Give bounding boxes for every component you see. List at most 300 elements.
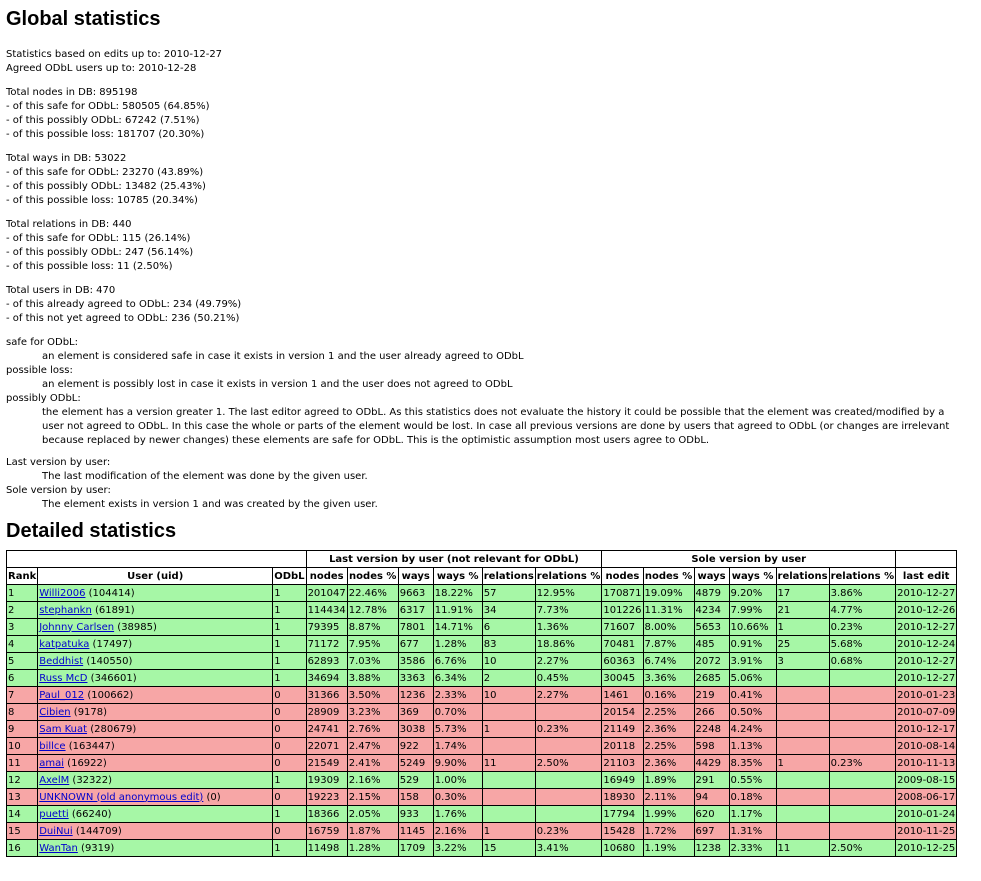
stat-cell: 14.71% bbox=[433, 619, 482, 636]
ways-line: - of this possibly ODbL: 13482 (25.43%) bbox=[6, 181, 206, 192]
column-header-row bbox=[7, 568, 957, 585]
stat-cell: 3.91% bbox=[729, 653, 776, 670]
stat-cell bbox=[776, 738, 829, 755]
stat-cell: 0.16% bbox=[643, 687, 694, 704]
stat-cell: 0.50% bbox=[729, 704, 776, 721]
rank-cell: 3 bbox=[7, 619, 38, 636]
stat-cell: 0.23% bbox=[829, 755, 896, 772]
ways-line: Total ways in DB: 53022 bbox=[6, 153, 127, 164]
stat-cell: 9.90% bbox=[433, 755, 482, 772]
user-link[interactable]: AxelM bbox=[39, 774, 70, 786]
table-body bbox=[7, 585, 957, 857]
stat-cell: 22071 bbox=[306, 738, 347, 755]
stat-cell bbox=[776, 687, 829, 704]
odbl-cell: 1 bbox=[273, 653, 306, 670]
stat-cell: 8.35% bbox=[729, 755, 776, 772]
stat-cell: 2.27% bbox=[535, 687, 602, 704]
user-link[interactable]: Cibien bbox=[39, 706, 71, 718]
stat-cell: 0.23% bbox=[535, 721, 602, 738]
user-link[interactable]: stephankn bbox=[39, 604, 92, 616]
column-header: ODbL bbox=[273, 568, 306, 585]
column-header: ways bbox=[694, 568, 729, 585]
user-link[interactable]: Sam Kuat bbox=[39, 723, 88, 735]
odbl-cell: 0 bbox=[273, 823, 306, 840]
stat-cell: 20154 bbox=[602, 704, 643, 721]
stat-cell: 1461 bbox=[602, 687, 643, 704]
stat-cell: 922 bbox=[398, 738, 433, 755]
meta-line: Agreed ODbL users up to: 2010-12-28 bbox=[6, 63, 197, 74]
stat-cell: 2072 bbox=[694, 653, 729, 670]
table-row bbox=[7, 806, 957, 823]
user-uid: (61891) bbox=[91, 604, 135, 616]
user-cell bbox=[38, 823, 273, 840]
meta-block bbox=[6, 48, 975, 76]
odbl-cell: 0 bbox=[273, 738, 306, 755]
user-uid: (280679) bbox=[87, 723, 137, 735]
user-link[interactable]: Willi2006 bbox=[39, 587, 86, 599]
stat-cell: 2010-01-24 bbox=[896, 806, 957, 823]
stat-cell: 7.73% bbox=[535, 602, 602, 619]
stat-cell: 1238 bbox=[694, 840, 729, 857]
stat-cell: 7.03% bbox=[347, 653, 398, 670]
ways-line: - of this safe for ODbL: 23270 (43.89%) bbox=[6, 167, 204, 178]
stat-cell: 10680 bbox=[602, 840, 643, 857]
column-header: User (uid) bbox=[38, 568, 273, 585]
stat-cell: 10 bbox=[482, 687, 535, 704]
stat-cell: 2.50% bbox=[535, 755, 602, 772]
stat-cell: 0.23% bbox=[829, 619, 896, 636]
stat-cell: 11498 bbox=[306, 840, 347, 857]
user-uid: (9178) bbox=[70, 706, 108, 718]
stat-cell: 3363 bbox=[398, 670, 433, 687]
stat-cell: 2.36% bbox=[643, 721, 694, 738]
nodes-line: Total nodes in DB: 895198 bbox=[6, 87, 138, 98]
relations-line: - of this possible loss: 11 (2.50%) bbox=[6, 261, 173, 272]
stat-cell: 25 bbox=[776, 636, 829, 653]
stat-cell: 369 bbox=[398, 704, 433, 721]
odbl-cell: 0 bbox=[273, 789, 306, 806]
stat-cell bbox=[535, 738, 602, 755]
stat-cell: 19309 bbox=[306, 772, 347, 789]
rank-cell: 2 bbox=[7, 602, 38, 619]
stat-cell: 12.95% bbox=[535, 585, 602, 602]
stat-cell: 11 bbox=[482, 755, 535, 772]
stat-cell: 2008-06-17 bbox=[896, 789, 957, 806]
stat-cell: 2.47% bbox=[347, 738, 398, 755]
stat-cell: 20118 bbox=[602, 738, 643, 755]
stat-cell bbox=[829, 704, 896, 721]
stat-cell: 1.74% bbox=[433, 738, 482, 755]
stat-cell: 3.23% bbox=[347, 704, 398, 721]
stat-cell: 10 bbox=[482, 653, 535, 670]
user-uid: (140550) bbox=[83, 655, 133, 667]
stat-cell: 2010-12-24 bbox=[896, 636, 957, 653]
stat-cell: 2.41% bbox=[347, 755, 398, 772]
rank-cell: 9 bbox=[7, 721, 38, 738]
stat-cell: 4.77% bbox=[829, 602, 896, 619]
table-row bbox=[7, 823, 957, 840]
ways-line: - of this possible loss: 10785 (20.34%) bbox=[6, 195, 198, 206]
stat-cell: 3586 bbox=[398, 653, 433, 670]
rank-cell: 8 bbox=[7, 704, 38, 721]
user-cell bbox=[38, 687, 273, 704]
definition-desc: The last modification of the element was done by the given user. bbox=[42, 471, 368, 482]
stat-cell: 21 bbox=[776, 602, 829, 619]
stat-cell bbox=[776, 789, 829, 806]
definition-term: Last version by user: bbox=[6, 457, 111, 468]
odbl-cell: 1 bbox=[273, 806, 306, 823]
stat-cell: 21149 bbox=[602, 721, 643, 738]
user-uid: (163447) bbox=[65, 740, 115, 752]
stat-cell bbox=[829, 670, 896, 687]
rank-cell: 14 bbox=[7, 806, 38, 823]
definition-term: safe for ODbL: bbox=[6, 337, 78, 348]
stat-cell: 219 bbox=[694, 687, 729, 704]
stat-cell: 2.16% bbox=[433, 823, 482, 840]
group-header-blank bbox=[7, 551, 307, 568]
user-link[interactable]: katpatuka bbox=[39, 638, 90, 650]
stat-cell: 2.05% bbox=[347, 806, 398, 823]
column-header: nodes % bbox=[347, 568, 398, 585]
stat-cell: 57 bbox=[482, 585, 535, 602]
definitions-list bbox=[6, 336, 975, 448]
stat-cell: 15 bbox=[482, 840, 535, 857]
stat-cell: 1.76% bbox=[433, 806, 482, 823]
stat-cell: 18.86% bbox=[535, 636, 602, 653]
stat-cell: 30045 bbox=[602, 670, 643, 687]
stat-cell: 6.34% bbox=[433, 670, 482, 687]
stat-cell: 19.09% bbox=[643, 585, 694, 602]
nodes-block bbox=[6, 86, 975, 142]
stat-cell: 933 bbox=[398, 806, 433, 823]
stat-cell bbox=[776, 721, 829, 738]
stat-cell: 79395 bbox=[306, 619, 347, 636]
stat-cell: 3.50% bbox=[347, 687, 398, 704]
stat-cell: 4.24% bbox=[729, 721, 776, 738]
stat-cell: 2.33% bbox=[433, 687, 482, 704]
column-header: ways % bbox=[433, 568, 482, 585]
rank-cell: 5 bbox=[7, 653, 38, 670]
stat-cell: 7801 bbox=[398, 619, 433, 636]
stat-cell: 101226 bbox=[602, 602, 643, 619]
stat-cell: 2.15% bbox=[347, 789, 398, 806]
stat-cell: 1.99% bbox=[643, 806, 694, 823]
stat-cell: 2010-08-14 bbox=[896, 738, 957, 755]
stat-cell: 12.78% bbox=[347, 602, 398, 619]
table-row bbox=[7, 789, 957, 806]
user-link[interactable]: UNKNOWN (old anonymous edit) bbox=[39, 791, 204, 803]
column-header: relations bbox=[482, 568, 535, 585]
users-line: - of this already agreed to ODbL: 234 (49.79%) bbox=[6, 299, 242, 310]
rank-cell: 16 bbox=[7, 840, 38, 857]
user-cell bbox=[38, 840, 273, 857]
table-row bbox=[7, 721, 957, 738]
stat-cell: 620 bbox=[694, 806, 729, 823]
relations-line: - of this safe for ODbL: 115 (26.14%) bbox=[6, 233, 191, 244]
stat-cell: 3.41% bbox=[535, 840, 602, 857]
users-line: - of this not yet agreed to ODbL: 236 (50.21%) bbox=[6, 313, 240, 324]
definition-term: possibly ODbL: bbox=[6, 393, 81, 404]
column-header: nodes bbox=[602, 568, 643, 585]
stat-cell: 697 bbox=[694, 823, 729, 840]
stat-cell: 1 bbox=[482, 823, 535, 840]
stat-cell: 2.25% bbox=[643, 704, 694, 721]
stat-cell: 34 bbox=[482, 602, 535, 619]
stat-cell: 1 bbox=[482, 721, 535, 738]
user-cell bbox=[38, 738, 273, 755]
stat-cell: 1.87% bbox=[347, 823, 398, 840]
table-row bbox=[7, 772, 957, 789]
stat-cell: 158 bbox=[398, 789, 433, 806]
stat-cell bbox=[776, 806, 829, 823]
stat-cell: 5653 bbox=[694, 619, 729, 636]
stats-table bbox=[6, 550, 957, 857]
relations-line: - of this possibly ODbL: 247 (56.14%) bbox=[6, 247, 194, 258]
ways-block bbox=[6, 152, 975, 208]
stat-cell: 22.46% bbox=[347, 585, 398, 602]
stat-cell: 114434 bbox=[306, 602, 347, 619]
users-line: Total users in DB: 470 bbox=[6, 285, 116, 296]
table-row bbox=[7, 687, 957, 704]
stat-cell: 7.87% bbox=[643, 636, 694, 653]
stat-cell: 11.91% bbox=[433, 602, 482, 619]
column-header: Rank bbox=[7, 568, 38, 585]
stat-cell: 2.76% bbox=[347, 721, 398, 738]
stat-cell: 34694 bbox=[306, 670, 347, 687]
user-cell bbox=[38, 585, 273, 602]
stat-cell: 2248 bbox=[694, 721, 729, 738]
stat-cell bbox=[829, 772, 896, 789]
stat-cell: 3.22% bbox=[433, 840, 482, 857]
group-header-row bbox=[7, 551, 957, 568]
table-row bbox=[7, 840, 957, 857]
stat-cell: 1.13% bbox=[729, 738, 776, 755]
stat-cell: 0.55% bbox=[729, 772, 776, 789]
table-row bbox=[7, 704, 957, 721]
column-header: relations % bbox=[535, 568, 602, 585]
stat-cell: 0.23% bbox=[535, 823, 602, 840]
user-link[interactable]: DuiNui bbox=[39, 825, 73, 837]
table-row bbox=[7, 653, 957, 670]
stat-cell: 0.68% bbox=[829, 653, 896, 670]
stat-cell: 485 bbox=[694, 636, 729, 653]
user-uid: (100662) bbox=[84, 689, 134, 701]
rank-cell: 4 bbox=[7, 636, 38, 653]
user-cell bbox=[38, 636, 273, 653]
user-link[interactable]: amai bbox=[39, 757, 64, 769]
stat-cell bbox=[829, 738, 896, 755]
user-cell bbox=[38, 602, 273, 619]
stat-cell: 170871 bbox=[602, 585, 643, 602]
nodes-line: - of this possibly ODbL: 67242 (7.51%) bbox=[6, 115, 200, 126]
user-cell bbox=[38, 755, 273, 772]
stat-cell bbox=[535, 806, 602, 823]
definitions-list-versions bbox=[6, 456, 975, 512]
stat-cell: 18366 bbox=[306, 806, 347, 823]
column-header: nodes bbox=[306, 568, 347, 585]
stat-cell: 1.17% bbox=[729, 806, 776, 823]
user-link[interactable]: Johnny Carlsen bbox=[39, 621, 115, 633]
nodes-line: - of this safe for ODbL: 580505 (64.85%) bbox=[6, 101, 210, 112]
stat-cell: 3.86% bbox=[829, 585, 896, 602]
user-uid: (144709) bbox=[72, 825, 122, 837]
definition-desc: an element is considered safe in case it exists in version 1 and the user already agreed to ODbL bbox=[42, 351, 524, 362]
stat-cell: 17794 bbox=[602, 806, 643, 823]
stat-cell: 10.66% bbox=[729, 619, 776, 636]
stat-cell: 2.16% bbox=[347, 772, 398, 789]
nodes-line: - of this possible loss: 181707 (20.30%) bbox=[6, 129, 205, 140]
stat-cell: 1 bbox=[776, 755, 829, 772]
stat-cell bbox=[829, 806, 896, 823]
odbl-cell: 1 bbox=[273, 602, 306, 619]
stat-cell bbox=[535, 772, 602, 789]
user-link[interactable]: puetti bbox=[39, 808, 69, 820]
table-row bbox=[7, 636, 957, 653]
stat-cell: 71172 bbox=[306, 636, 347, 653]
stat-cell: 291 bbox=[694, 772, 729, 789]
stat-cell bbox=[776, 670, 829, 687]
stat-cell bbox=[482, 789, 535, 806]
group-header-sole: Sole version by user bbox=[602, 551, 896, 568]
stat-cell: 1.89% bbox=[643, 772, 694, 789]
definition-term: Sole version by user: bbox=[6, 485, 111, 496]
rank-cell: 12 bbox=[7, 772, 38, 789]
stat-cell: 1236 bbox=[398, 687, 433, 704]
stat-cell bbox=[482, 704, 535, 721]
stat-cell: 6.76% bbox=[433, 653, 482, 670]
stat-cell bbox=[482, 738, 535, 755]
stat-cell: 2.50% bbox=[829, 840, 896, 857]
rank-cell: 7 bbox=[7, 687, 38, 704]
stat-cell: 1.00% bbox=[433, 772, 482, 789]
stat-cell: 0.45% bbox=[535, 670, 602, 687]
user-uid: (9319) bbox=[77, 842, 115, 854]
column-header: ways % bbox=[729, 568, 776, 585]
stat-cell bbox=[829, 687, 896, 704]
group-header-last: Last version by user (not relevant for ODbL) bbox=[306, 551, 602, 568]
stat-cell: 2010-12-27 bbox=[896, 619, 957, 636]
stat-cell bbox=[776, 704, 829, 721]
stat-cell: 94 bbox=[694, 789, 729, 806]
relations-line: Total relations in DB: 440 bbox=[6, 219, 132, 230]
user-cell bbox=[38, 670, 273, 687]
stat-cell: 17 bbox=[776, 585, 829, 602]
stat-cell: 201047 bbox=[306, 585, 347, 602]
stat-cell bbox=[776, 772, 829, 789]
stat-cell: 21549 bbox=[306, 755, 347, 772]
stat-cell: 0.41% bbox=[729, 687, 776, 704]
user-uid: (66240) bbox=[68, 808, 112, 820]
table-row bbox=[7, 755, 957, 772]
definition-desc: the element has a version greater 1. The last editor agreed to ODbL. As this statistics does not evaluate the history it could be possible that the element was created/modified by a user not agreed to ODbL. In this case the whole or parts of the element would be lost. In case all previous versions are done by users that agreed to ODbL (or changes are irrelevant because replaced by newer changes) these elements are safe for ODbL. This is the optimistic assumption most users agree to ODbL. bbox=[42, 407, 950, 446]
user-link[interactable]: Russ McD bbox=[39, 672, 88, 684]
stat-cell: 2010-07-09 bbox=[896, 704, 957, 721]
stat-cell: 2010-11-13 bbox=[896, 755, 957, 772]
user-cell bbox=[38, 721, 273, 738]
stat-cell: 5.68% bbox=[829, 636, 896, 653]
page-title: Global statistics bbox=[6, 8, 161, 30]
user-link[interactable]: billce bbox=[39, 740, 66, 752]
stat-cell bbox=[776, 823, 829, 840]
odbl-cell: 1 bbox=[273, 840, 306, 857]
odbl-cell: 0 bbox=[273, 704, 306, 721]
stat-cell: 4429 bbox=[694, 755, 729, 772]
stat-cell: 677 bbox=[398, 636, 433, 653]
user-uid: (104414) bbox=[85, 587, 135, 599]
stat-cell: 11 bbox=[776, 840, 829, 857]
stat-cell: 62893 bbox=[306, 653, 347, 670]
odbl-cell: 1 bbox=[273, 772, 306, 789]
stat-cell: 8.00% bbox=[643, 619, 694, 636]
stat-cell: 1709 bbox=[398, 840, 433, 857]
stat-cell: 1.31% bbox=[729, 823, 776, 840]
stat-cell: 19223 bbox=[306, 789, 347, 806]
stat-cell: 11.31% bbox=[643, 602, 694, 619]
stat-cell bbox=[535, 704, 602, 721]
user-uid: (38985) bbox=[114, 621, 157, 633]
group-header-blank-end bbox=[896, 551, 957, 568]
column-header: ways bbox=[398, 568, 433, 585]
stat-cell: 2010-12-26 bbox=[896, 602, 957, 619]
user-cell bbox=[38, 653, 273, 670]
stat-cell: 6.74% bbox=[643, 653, 694, 670]
stat-cell: 5.73% bbox=[433, 721, 482, 738]
user-cell bbox=[38, 772, 273, 789]
stat-cell: 2.27% bbox=[535, 653, 602, 670]
user-link[interactable]: WanTan bbox=[39, 842, 78, 854]
stat-cell: 9.20% bbox=[729, 585, 776, 602]
stat-cell: 1.36% bbox=[535, 619, 602, 636]
stat-cell: 0.70% bbox=[433, 704, 482, 721]
stat-cell: 2.11% bbox=[643, 789, 694, 806]
stat-cell: 0.91% bbox=[729, 636, 776, 653]
stat-cell: 9663 bbox=[398, 585, 433, 602]
stat-cell: 8.87% bbox=[347, 619, 398, 636]
stat-cell: 3.36% bbox=[643, 670, 694, 687]
stat-cell: 2010-12-25 bbox=[896, 840, 957, 857]
stat-cell: 60363 bbox=[602, 653, 643, 670]
stat-cell: 2.25% bbox=[643, 738, 694, 755]
user-link[interactable]: Beddhist bbox=[39, 655, 84, 667]
stat-cell: 2010-12-27 bbox=[896, 585, 957, 602]
stat-cell bbox=[482, 772, 535, 789]
column-header: relations % bbox=[829, 568, 896, 585]
stat-cell: 18930 bbox=[602, 789, 643, 806]
odbl-cell: 1 bbox=[273, 585, 306, 602]
stat-cell: 0.30% bbox=[433, 789, 482, 806]
user-link[interactable]: Paul_012 bbox=[39, 689, 85, 701]
stat-cell: 2.33% bbox=[729, 840, 776, 857]
stat-cell: 2010-01-23 bbox=[896, 687, 957, 704]
user-uid: (32322) bbox=[69, 774, 113, 786]
rank-cell: 10 bbox=[7, 738, 38, 755]
user-uid: (0) bbox=[203, 791, 221, 803]
stat-cell: 1.28% bbox=[433, 636, 482, 653]
odbl-cell: 1 bbox=[273, 636, 306, 653]
stat-cell: 24741 bbox=[306, 721, 347, 738]
stat-cell: 3.88% bbox=[347, 670, 398, 687]
stat-cell: 70481 bbox=[602, 636, 643, 653]
stat-cell: 5.06% bbox=[729, 670, 776, 687]
meta-line: Statistics based on edits up to: 2010-12-27 bbox=[6, 49, 223, 60]
table-row bbox=[7, 619, 957, 636]
stat-cell: 3 bbox=[776, 653, 829, 670]
stat-cell bbox=[829, 721, 896, 738]
stat-cell: 71607 bbox=[602, 619, 643, 636]
stat-cell bbox=[829, 823, 896, 840]
odbl-cell: 0 bbox=[273, 687, 306, 704]
relations-block bbox=[6, 218, 975, 274]
